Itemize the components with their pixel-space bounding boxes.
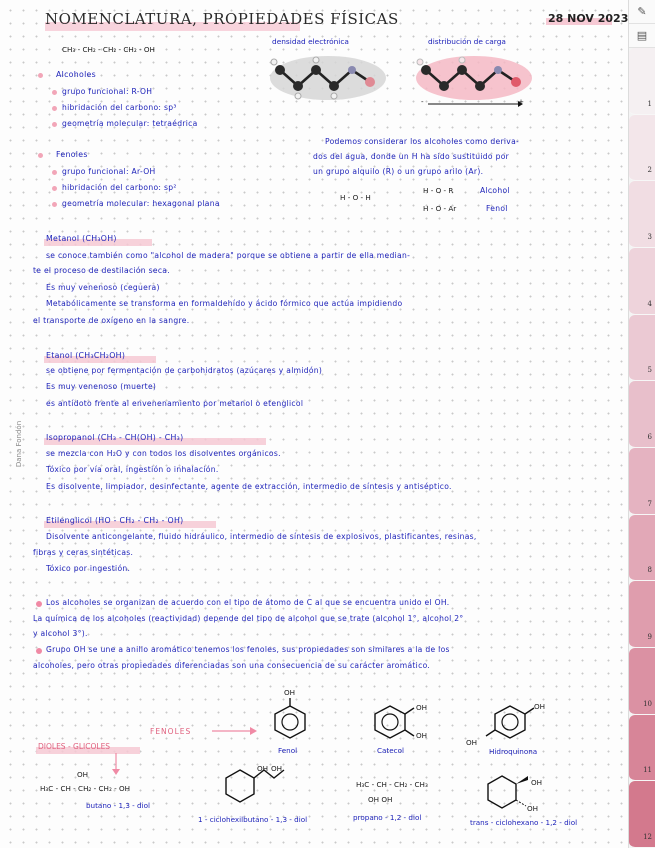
etanol-line: es antídoto frente al envenenamiento por metanol o etenglicol — [46, 399, 304, 408]
summary-line: alcoholes, pero otras propiedades diferenciadas son una consecuencia de su carácter aromático. — [33, 661, 431, 670]
list-bullet — [52, 122, 57, 127]
charge-arrow — [424, 100, 524, 108]
butanodiol-label: butano - 1,3 - diol — [86, 801, 151, 810]
list-item: hibridación del carbono: sp² — [62, 183, 177, 192]
oh-label: OH — [77, 770, 89, 779]
notes-icon[interactable]: ▤ — [629, 24, 655, 48]
butanol-formula: CH₃ - CH₂ - CH₂ - CH₂ - OH — [62, 45, 155, 54]
oh-label: OH — [531, 778, 543, 787]
tab-5[interactable]: 5 — [629, 315, 655, 382]
tab-8[interactable]: 8 — [629, 515, 655, 582]
summary-line: Grupo OH se une a anillo aromático tenemos los fenoles, sus propiedades son similares a la de los — [46, 645, 450, 654]
etanol-line: se obtiene por fermentación de carbohidratos (azúcares y almidón) — [46, 366, 323, 375]
fenoles-heading: Fenoles — [56, 150, 88, 159]
oh-label: OH — [416, 703, 428, 712]
fenol-label: Fenol — [278, 746, 298, 755]
minus-sign: - — [421, 97, 424, 106]
hidroquinona-label: Hidroquinona — [489, 747, 538, 756]
metanol-line: se conoce también como "alcohol de madera" porque se obtiene a partir de ella median- — [46, 251, 411, 260]
isopropanol-line: se mezcla con H₂O y con todos los disolventes orgánicos. — [46, 449, 281, 458]
etilenglicol-line: fibras y ceras sintéticas. — [33, 548, 134, 557]
density-label: densidad electrónica — [272, 37, 349, 46]
isopropanol-line: Es disolvente, limpiador, desinfectante, agente de extracción, intermedio de síntesis y antiséptico. — [46, 482, 452, 491]
dioles-arrow — [110, 752, 122, 776]
derivative-line: Podemos considerar los alcoholes como deriva- — [325, 137, 520, 146]
list-item: grupo funcional: Ar-OH — [62, 167, 156, 176]
tab-7[interactable]: 7 — [629, 448, 655, 515]
tab-11[interactable]: 11 — [629, 715, 655, 782]
summary-line: La química de los alcoholes (reactividad) depende del tipo de alcohol que se trate (alcohol 1°, alcohol 2° — [33, 614, 464, 623]
ciclohexil-label: 1 - ciclohexilbutano - 1,3 - diol — [198, 815, 308, 824]
list-bullet — [52, 106, 57, 111]
etanol-heading: Etanol (CH₃CH₂OH) — [46, 351, 126, 360]
list-bullet — [52, 186, 57, 191]
summary-bullet — [36, 601, 42, 607]
tab-2[interactable]: 2 — [629, 115, 655, 182]
water-formula: H - O - H — [340, 193, 371, 202]
hidroquinona-structure — [478, 700, 540, 746]
tab-12[interactable]: 12 — [629, 781, 655, 848]
summary-bullet — [36, 648, 42, 654]
plus-sign: + — [518, 97, 525, 106]
metanol-line: el transporte de oxígeno en la sangre. — [33, 316, 190, 325]
etilenglicol-line: Disolvente anticongelante, fluido hidráulico, intermedio de síntesis de explosivos, plastificantes, resinas, — [46, 532, 477, 541]
metanol-line: Es muy venenoso (ceguera) — [46, 283, 160, 292]
summary-line: y alcohol 3°). — [33, 629, 88, 638]
isopropanol-line: Tóxico por vía oral, ingestión o inhalación. — [46, 465, 219, 474]
oh-label: OH — [271, 764, 283, 773]
list-item: hibridación del carbono: sp³ — [62, 103, 177, 112]
oh-label: OH — [527, 804, 539, 813]
list-bullet — [52, 202, 57, 207]
metanol-line: Metabólicamente se transforma en formaldehído y ácido fórmico que actúa impidiendo — [46, 299, 403, 308]
list-bullet — [52, 170, 57, 175]
phenol-formula: H - O - Ar — [423, 204, 457, 213]
list-item: grupo funcional: R-OH — [62, 87, 153, 96]
derivative-line: un grupo alquilo (R) o un grupo arilo (Ar). — [313, 167, 484, 176]
tab-9[interactable]: 9 — [629, 581, 655, 648]
tab-4[interactable]: 4 — [629, 248, 655, 315]
dioles-label: DIOLES - GLICOLES — [38, 742, 111, 751]
fenoles-arrow — [210, 726, 258, 736]
list-item: geometría molecular: tetraédrica — [62, 119, 198, 128]
oh-label: OH — [416, 731, 428, 740]
oh-label: OH — [466, 738, 478, 747]
metanol-line: te el proceso de destilación seca. — [33, 266, 170, 275]
pen-icon[interactable]: ✎ — [629, 0, 655, 24]
isopropanol-heading: Isopropanol (CH₃ - CH(OH) - CH₃) — [46, 433, 184, 442]
catecol-label: Catecol — [377, 746, 405, 755]
page-date: 28 NOV 2023 — [548, 12, 629, 25]
notebook-tab-sidebar — [628, 0, 655, 848]
tab-1[interactable]: 1 — [629, 48, 655, 115]
fenol-structure — [268, 694, 312, 744]
list-bullet — [52, 90, 57, 95]
oh-label: OH — [284, 688, 296, 697]
metanol-heading: Metanol (CH₃OH) — [46, 234, 117, 243]
summary-line: Los alcoholes se organizan de acuerdo con el tipo de átomo de C al que se encuentra unido el OH. — [46, 598, 450, 607]
etilenglicol-heading: Etilenglicol (HO - CH₂ - CH₂ - OH) — [46, 516, 184, 525]
fenoles-label: FENOLES — [150, 727, 192, 736]
oh-label: OH — [257, 764, 269, 773]
list-item: geometría molecular: hexagonal plana — [62, 199, 220, 208]
section-bullet — [38, 153, 43, 158]
tab-6[interactable]: 6 — [629, 381, 655, 448]
side-caption: Dana Fondón — [15, 420, 24, 468]
tab-3[interactable]: 3 — [629, 181, 655, 248]
propanodiol-formula: H₃C - CH - CH₂ - CH₃ — [356, 780, 428, 789]
alcohol-formula: H - O - R — [423, 186, 454, 195]
butanodiol-formula: H₃C - CH - CH₂ - CH₂ - OH — [40, 784, 131, 793]
tab-10[interactable]: 10 — [629, 648, 655, 715]
alcoholes-heading: Alcoholes — [56, 70, 96, 79]
section-bullet — [38, 73, 43, 78]
oh-label: OH — [534, 702, 546, 711]
trans-diol-label: trans - ciclohexano - 1,2 - diol — [470, 818, 578, 827]
charge-label: distribución de carga — [428, 37, 506, 46]
etanol-line: Es muy venenoso (muerte) — [46, 382, 157, 391]
alcohol-label: Alcohol — [480, 186, 510, 195]
etilenglicol-line: Tóxico por ingestión. — [46, 564, 131, 573]
derivative-line: dos del agua, donde un H ha sido sustituido por — [313, 152, 510, 161]
propanodiol-label: propano - 1,2 - diol — [353, 813, 422, 822]
page-title: NOMENCLATURA, PROPIEDADES FÍSICAS — [45, 10, 399, 28]
phenol-label: Fenol — [486, 204, 508, 213]
propanodiol-oh: OH OH — [368, 795, 393, 804]
catecol-structure — [370, 700, 422, 746]
electron-density-model — [268, 52, 388, 104]
